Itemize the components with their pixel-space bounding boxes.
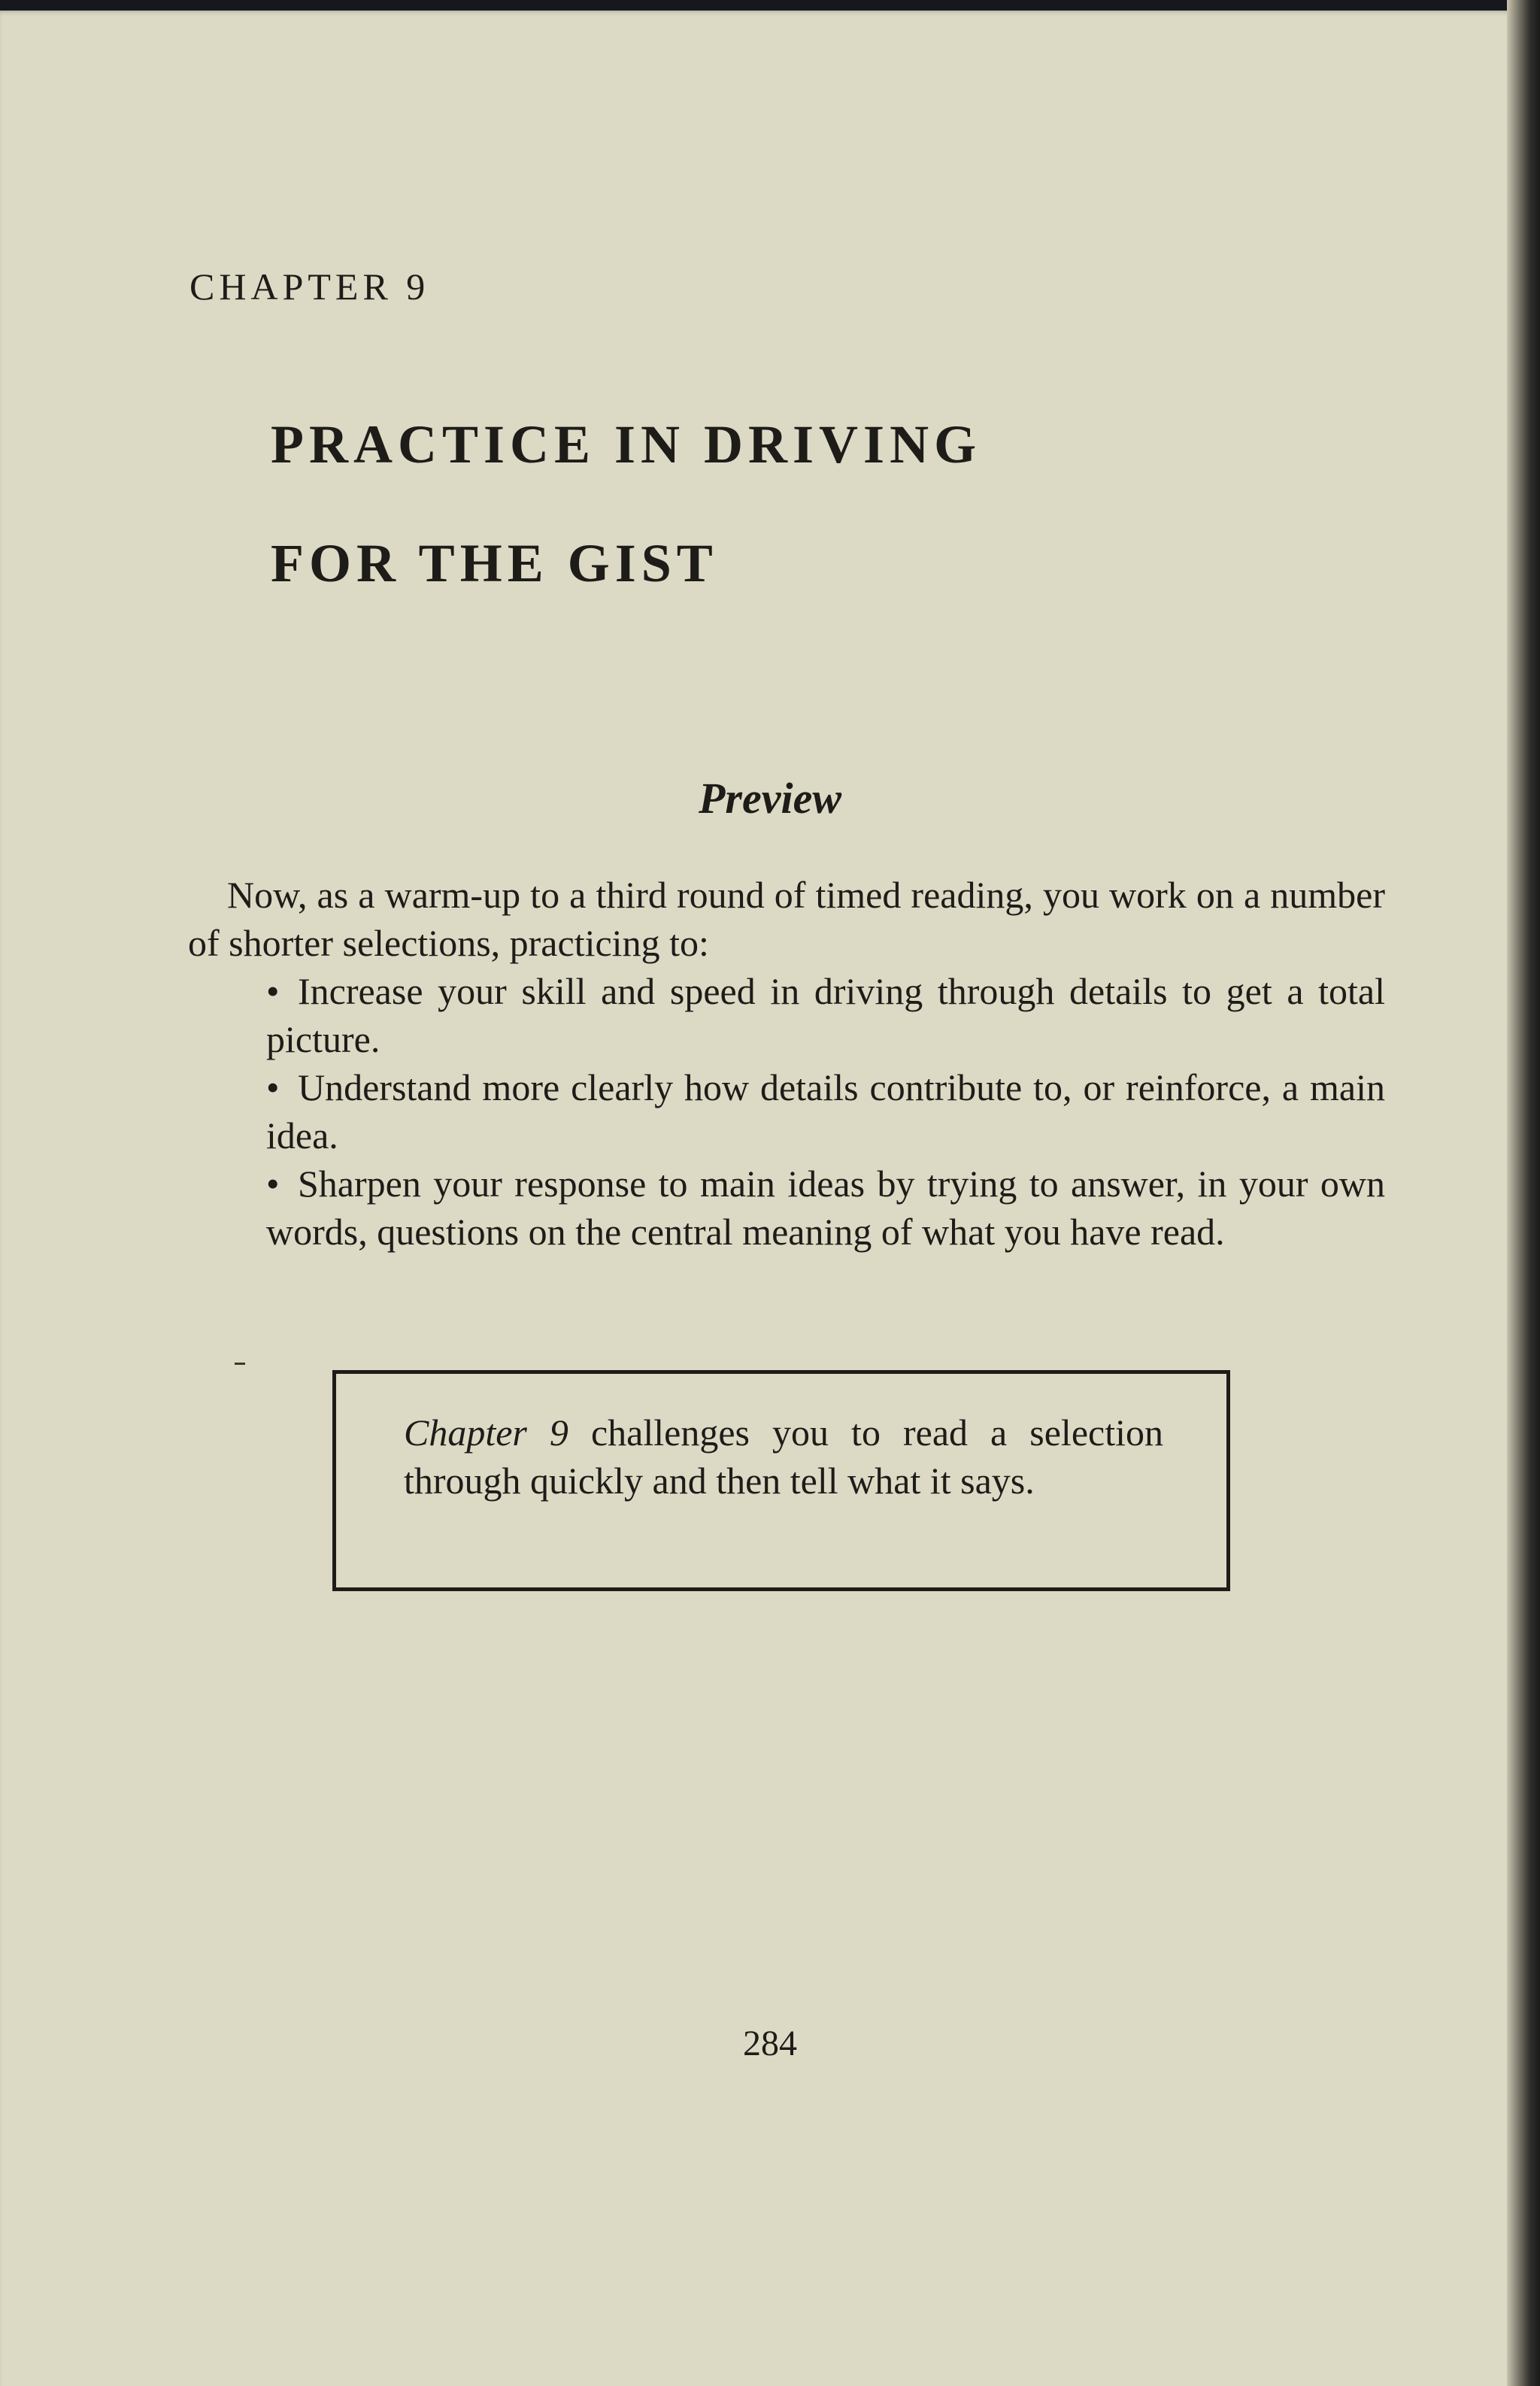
print-mark — [235, 1363, 245, 1365]
bullet-icon: • — [266, 1163, 280, 1205]
chapter-note-text — [404, 1408, 1163, 1505]
chapter-label: CHAPTER 9 — [189, 265, 430, 308]
preview-intro: Now, as a warm-up to a third round of timed reading, you work on a number of shorter selections, practicing to: — [188, 874, 1385, 964]
chapter-note-emphasis: Chapter 9 — [404, 1411, 568, 1454]
preview-body — [188, 871, 1385, 1256]
preview-bullet-text: Sharpen your response to main ideas by trying to answer, in your own words, questions on the central meaning of what you have read. — [266, 1163, 1385, 1253]
chapter-title-line-1: PRACTICE IN DRIVING — [271, 414, 982, 474]
chapter-title-line-2: FOR THE GIST — [271, 533, 718, 593]
preview-bullet — [266, 967, 1385, 1063]
preview-heading: Preview — [698, 774, 842, 823]
bullet-icon: • — [266, 970, 280, 1012]
preview-bullet — [266, 1160, 1385, 1256]
scan-top-edge — [0, 0, 1540, 11]
bullet-icon: • — [266, 1066, 280, 1108]
preview-bullet-text: Understand more clearly how details contribute to, or reinforce, a main idea. — [266, 1066, 1385, 1157]
chapter-note-body: challenges you to read a selection through quickly and then tell what it says. — [404, 1411, 1163, 1502]
chapter-note-box — [332, 1370, 1230, 1591]
preview-bullet-list — [188, 967, 1385, 1256]
preview-bullet — [266, 1063, 1385, 1160]
preview-bullet-text: Increase your skill and speed in driving through details to get a total picture. — [266, 970, 1385, 1060]
page-number: 284 — [743, 2024, 797, 2063]
chapter-title — [271, 385, 981, 623]
